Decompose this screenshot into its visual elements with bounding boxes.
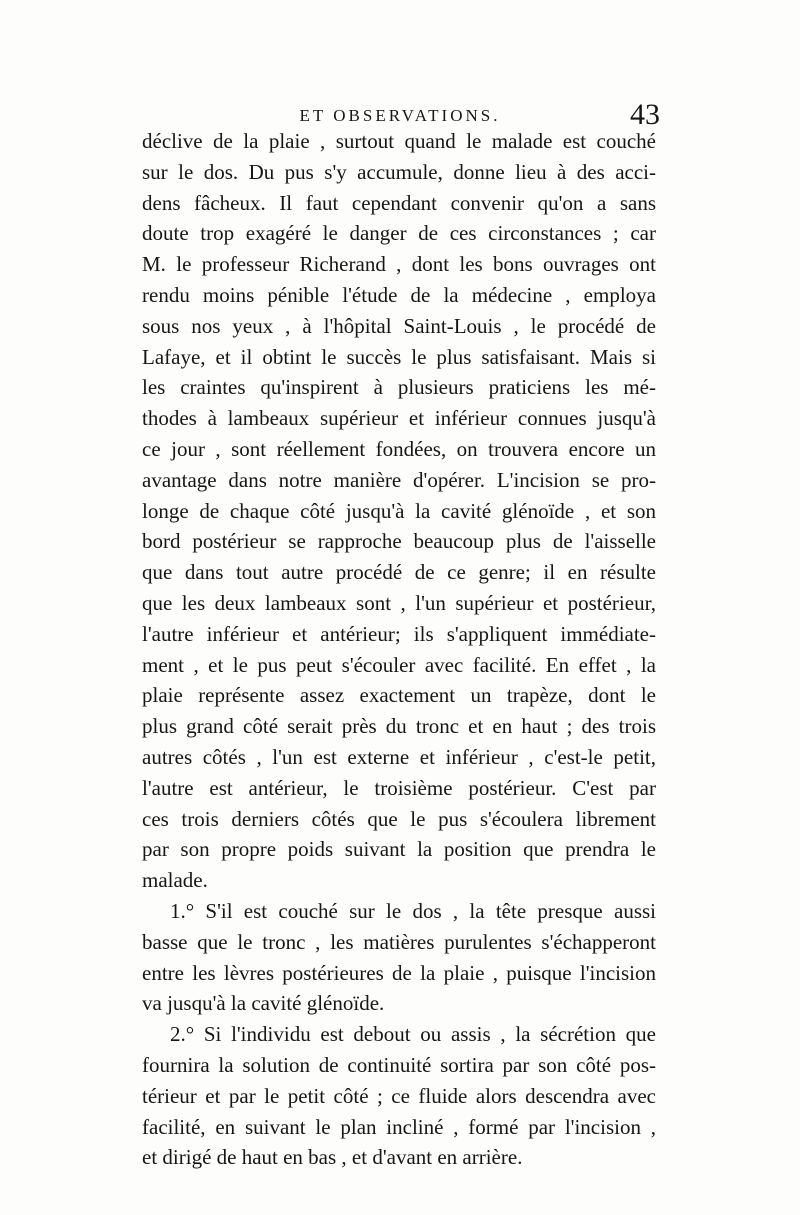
text-line: térieur et par le petit côté ; ce fluide alors descendra avec	[142, 1083, 656, 1108]
text-line: ces trois derniers côtés que le pus s'écoulera librement	[142, 806, 656, 831]
text-line: M. le professeur Richerand , dont les bons ouvrages ont	[142, 252, 656, 277]
text-line: l'autre est antérieur, le troisième postérieur. C'est par	[142, 775, 656, 800]
running-head-title: ET OBSERVATIONS.	[299, 106, 501, 125]
text-line: par son propre poids suivant la position que prendra le	[142, 837, 656, 862]
text-line: l'autre inférieur et antérieur; ils s'appliquent immédiate-	[142, 621, 656, 646]
text-line: avantage dans notre manière d'opérer. L'incision se pro-	[142, 467, 656, 492]
text-line: longe de chaque côté jusqu'à la cavité glénoïde , et son	[142, 498, 656, 523]
text-line: que dans tout autre procédé de ce genre; il en résulte	[142, 560, 656, 585]
text-line: 1.° S'il est couché sur le dos , la tête presque aussi	[170, 898, 656, 923]
text-line: sur le dos. Du pus s'y accumule, donne lieu à des acci-	[142, 159, 656, 184]
text-line: ce jour , sont réellement fondées, on trouvera encore un	[142, 436, 656, 461]
text-line: plaie représente assez exactement un trapèze, dont le	[142, 683, 656, 708]
text-line: les craintes qu'inspirent à plusieurs praticiens les mé-	[142, 375, 656, 400]
text-line: et dirigé de haut en bas , et d'avant en arrière.	[142, 1145, 523, 1170]
text-line: bord postérieur se rapproche beaucoup plus de l'aisselle	[142, 529, 656, 554]
text-line: Lafaye, et il obtint le succès le plus satisfaisant. Mais si	[142, 344, 656, 369]
text-line: va jusqu'à la cavité glénoïde.	[142, 991, 385, 1016]
page-number: 43	[630, 98, 660, 131]
text-line: que les deux lambeaux sont , l'un supérieur et postérieur,	[142, 590, 656, 615]
text-line: déclive de la plaie , surtout quand le malade est couché	[142, 129, 656, 153]
body-text	[142, 126, 656, 1173]
text-line: plus grand côté serait près du tronc et en haut ; des trois	[142, 714, 656, 739]
text-line: doute trop exagéré le danger de ces circonstances ; car	[142, 221, 656, 246]
text-line: basse que le tronc , les matières purulentes s'échapperont	[142, 929, 656, 954]
text-line: ment , et le pus peut s'écouler avec facilité. En effet , la	[142, 652, 656, 677]
text-line: sous nos yeux , à l'hôpital Saint-Louis , le procédé de	[142, 313, 656, 338]
text-line: dens fâcheux. Il faut cependant convenir qu'on a sans	[142, 190, 656, 215]
text-line: facilité, en suivant le plan incliné , formé par l'incision ,	[142, 1114, 656, 1139]
text-line: fournira la solution de continuité sortira par son côté pos-	[142, 1052, 656, 1077]
text-line: thodes à lambeaux supérieur et inférieur connues jusqu'à	[142, 406, 656, 431]
text-line: 2.° Si l'individu est debout ou assis , la sécrétion que	[170, 1022, 656, 1047]
text-line: malade.	[142, 868, 208, 893]
text-line: entre les lèvres postérieures de la plaie , puisque l'incision	[142, 960, 656, 985]
text-line: autres côtés , l'un est externe et inférieur , c'est-le petit,	[142, 744, 656, 769]
text-line: rendu moins pénible l'étude de la médecine , employa	[142, 282, 656, 307]
